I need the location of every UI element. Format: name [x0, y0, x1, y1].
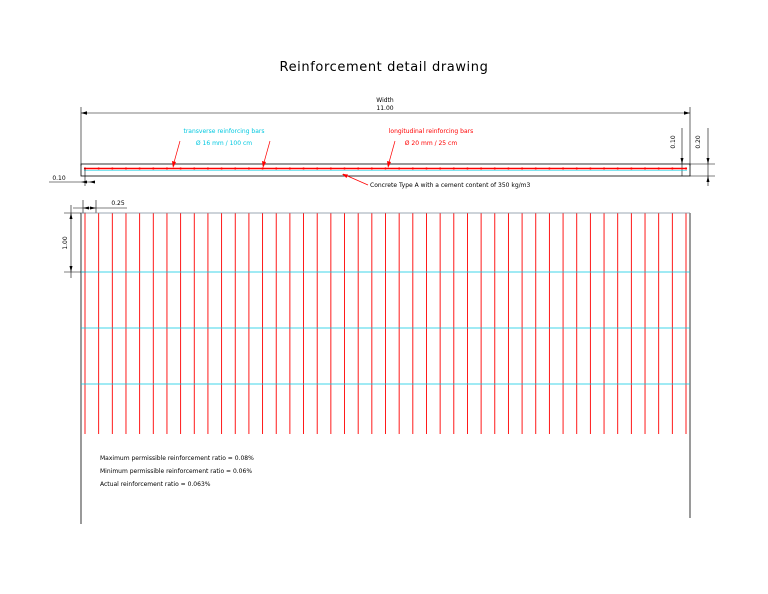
section-bar-dot [384, 167, 386, 169]
section-bar-dot [453, 167, 455, 169]
thickness-value: 0.20 [695, 135, 702, 149]
longitudinal-spec: Ø 20 mm / 25 cm [404, 140, 458, 147]
section-bar-dot [671, 167, 673, 169]
section-bar-dot [207, 167, 209, 169]
section-bar-dot [371, 167, 373, 169]
thickness-dimension [670, 128, 715, 186]
section-bar-dot [261, 167, 263, 169]
note-actual-ratio: Actual reinforcement ratio = 0.063% [100, 481, 211, 488]
ratio-notes [100, 455, 254, 488]
plan-view [81, 213, 690, 524]
section-bar-dot [439, 167, 441, 169]
section-bar-dot [111, 167, 113, 169]
section-bar-dot [589, 167, 591, 169]
cover-top-value: 0.10 [670, 135, 677, 149]
section-bar-dot [630, 167, 632, 169]
section-bar-dot [466, 167, 468, 169]
width-dimension [81, 97, 690, 166]
concrete-note: Concrete Type A with a cement content of 350 kg/m3 [370, 182, 531, 189]
section-bar-dot [412, 167, 414, 169]
section-bar-dot [166, 167, 168, 169]
section-bar-dot [398, 167, 400, 169]
slab-section [81, 164, 690, 176]
spacing-value: 0.25 [111, 200, 125, 207]
section-bar-dot [658, 167, 660, 169]
transverse-title: transverse reinforcing bars [183, 128, 265, 135]
section-bar-dot [316, 167, 318, 169]
section-bar-dot [548, 167, 550, 169]
cover-left-value: 0.10 [52, 175, 66, 182]
drawing-title: Reinforcement detail drawing [279, 60, 489, 75]
section-bar-dot [98, 167, 100, 169]
transverse-label [172, 128, 270, 168]
transverse-spacing-value: 1.00 [62, 236, 69, 250]
section-bar-dot [521, 167, 523, 169]
section-bar-dot [603, 167, 605, 169]
section-bar-dot [425, 167, 427, 169]
note-min-ratio: Minimum permissible reinforcement ratio = 0.06% [100, 468, 253, 475]
section-bar-dot [152, 167, 154, 169]
section-bar-dot [289, 167, 291, 169]
transverse-spec: Ø 16 mm / 100 cm [195, 140, 253, 147]
longitudinal-title: longitudinal reinforcing bars [388, 128, 474, 135]
section-bar-dot [357, 167, 359, 169]
width-value: 11.00 [376, 105, 394, 112]
section-bar-dot [576, 167, 578, 169]
transverse-spacing-dimension [62, 205, 86, 278]
section-bar-dot [275, 167, 277, 169]
section-bar-dot [248, 167, 250, 169]
section-bar-dot [644, 167, 646, 169]
longitudinal-label [387, 128, 473, 168]
section-bar-dot [302, 167, 304, 169]
section-bar-dot [330, 167, 332, 169]
section-bar-dot [180, 167, 182, 169]
section-bar-dot [685, 167, 687, 169]
section-bar-dot [193, 167, 195, 169]
section-bar-dot [343, 167, 345, 169]
longitudinal-bars [85, 213, 686, 434]
spacing-dimension [73, 200, 127, 213]
section-bar-dot [125, 167, 127, 169]
section-bar-dot [494, 167, 496, 169]
section-bar-dot [507, 167, 509, 169]
section-bar-dot [617, 167, 619, 169]
section-bar-dot [480, 167, 482, 169]
width-label: Width [376, 97, 394, 104]
note-max-ratio: Maximum permissible reinforcement ratio = 0.08% [100, 455, 254, 462]
section-bar-dot [220, 167, 222, 169]
section-bar-dot [139, 167, 141, 169]
section-bar-dot [234, 167, 236, 169]
section-bar-dot [562, 167, 564, 169]
section-bar-dot [535, 167, 537, 169]
